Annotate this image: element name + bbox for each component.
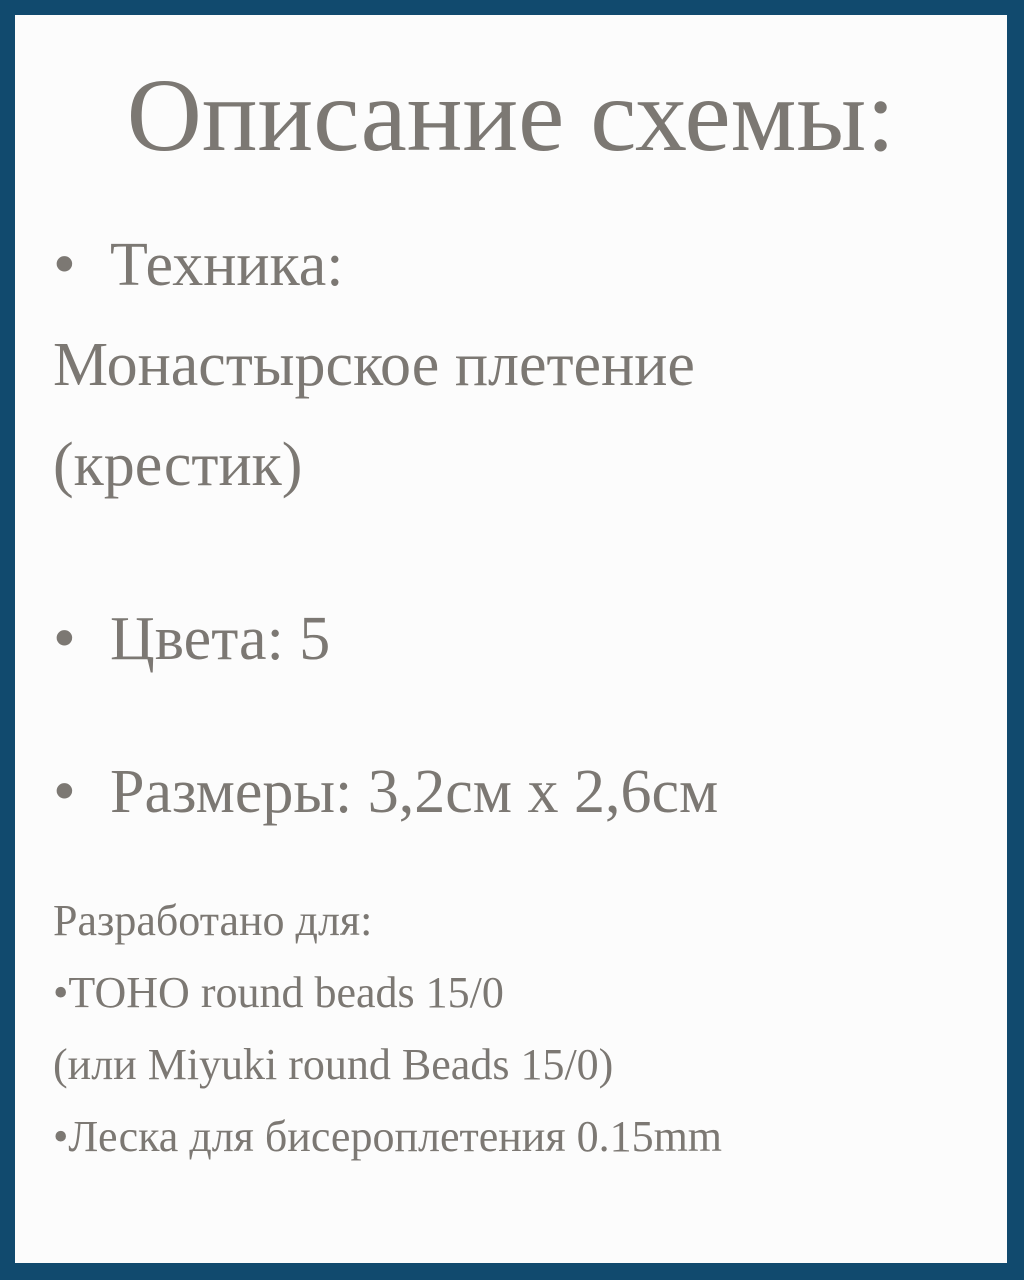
page-title: Описание схемы:	[126, 58, 896, 173]
bullet-icon: •	[53, 755, 76, 827]
bullet-icon: •	[53, 602, 76, 674]
spec-size-label: Размеры: 3,2см x 2,6см	[110, 758, 719, 826]
materials-item-miyuki: (или Miyuki round Beads 15/0)	[53, 1040, 614, 1089]
spec-technique-value-line-1: Монастырское плетение	[53, 331, 695, 399]
spec-technique-label: Техника:	[110, 231, 344, 299]
bullet-icon: •	[53, 228, 76, 300]
materials-item-toho: •TOHO round beads 15/0	[53, 968, 504, 1017]
spec-colors	[53, 588, 969, 689]
spec-technique	[53, 214, 969, 515]
materials-section	[53, 885, 969, 1173]
spec-colors-line	[53, 588, 969, 689]
spec-colors-label: Цвета: 5	[110, 605, 331, 673]
materials-heading: Разработано для:	[53, 896, 373, 945]
spec-technique-heading	[53, 214, 969, 315]
spec-size	[53, 741, 969, 842]
spec-technique-value-line-2: (крестик)	[53, 431, 303, 499]
description-card	[15, 15, 1007, 1263]
materials-item-line: •Леска для бисероплетения 0.15mm	[53, 1112, 723, 1161]
spec-size-line	[53, 741, 969, 842]
